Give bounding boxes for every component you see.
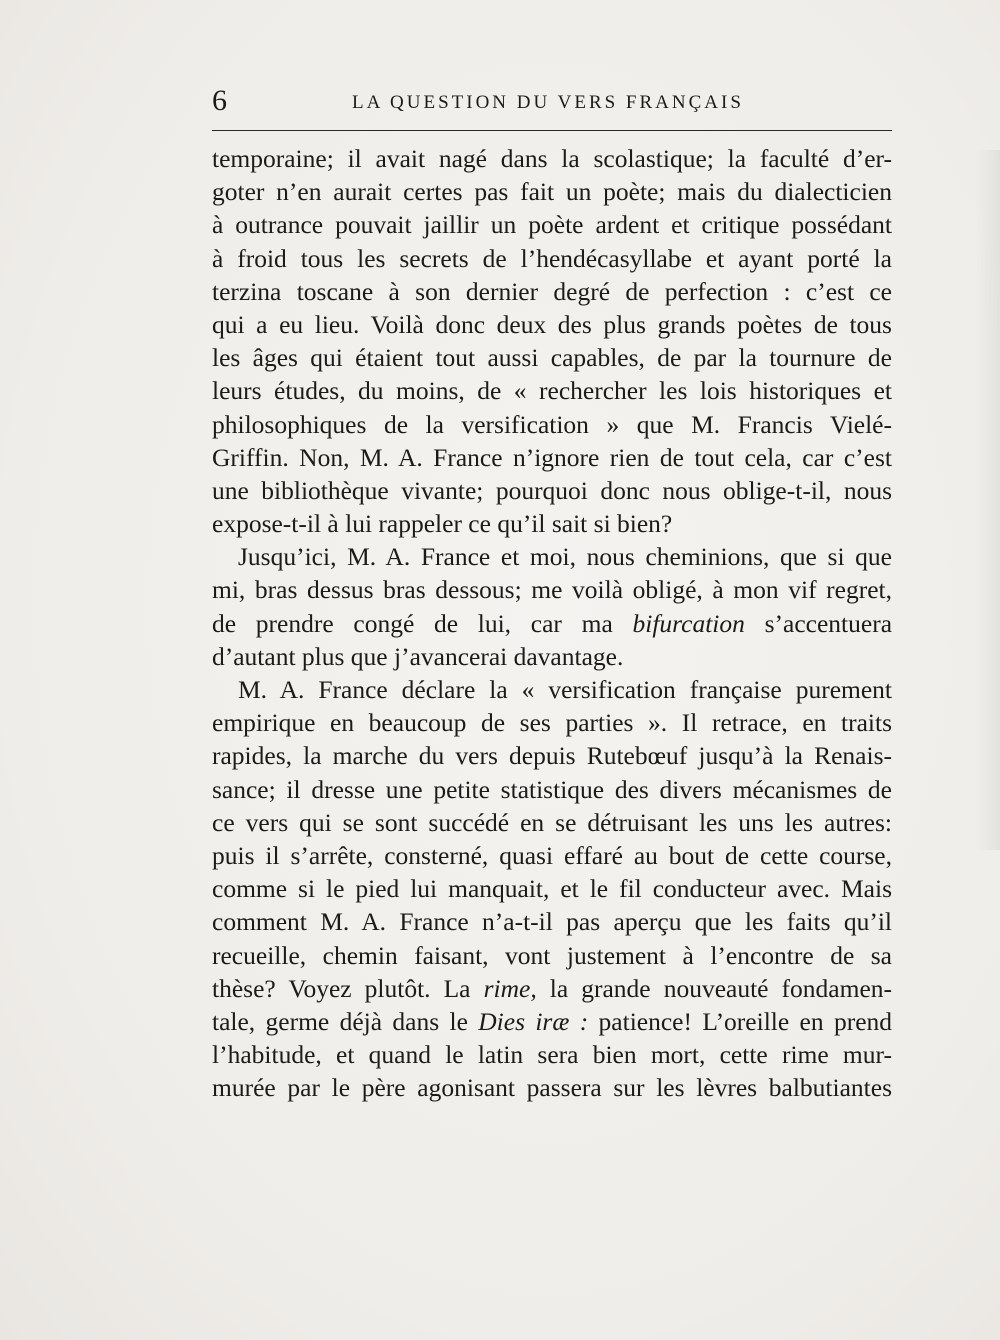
text-line: une bibliothèque vivante; pourquoi donc nous oblige-t-il, nous [212, 475, 892, 505]
page-header [212, 84, 892, 128]
text-line: les âges qui étaient tout aussi capables, de par la tournure de [212, 343, 892, 373]
text-segment: de prendre congé de lui, car ma [212, 608, 633, 638]
header-rule [212, 130, 892, 131]
text-line: leurs études, du moins, de « rechercher les lois historiques et [212, 376, 892, 406]
text-line: comment M. A. France n’a-t-il pas aperçu que les faits qu’il [212, 907, 892, 937]
text-line: M. A. France déclare la « versification française purement [238, 675, 892, 704]
body-text [212, 142, 892, 1104]
page-number: 6 [212, 84, 227, 117]
text-line: qui a eu lieu. Voilà donc deux des plus grands poètes de tous [212, 309, 892, 339]
text-line: l’habitude, et quand le latin sera bien mort, cette rime mur- [212, 1040, 892, 1070]
text-line: terzina toscane à son dernier degré de perfection : c’est ce [212, 276, 892, 306]
text-line [212, 1005, 892, 1038]
text-line: mi, bras dessus bras dessous; me voilà obligé, à mon vif regret, [212, 575, 892, 605]
text-line: puis il s’arrête, consterné, quasi effaré au bout de cette course, [212, 840, 892, 870]
italic-term-bifurcation: bifurcation [632, 608, 745, 638]
italic-term-dies-irae: Dies iræ : [478, 1006, 589, 1036]
text-line [212, 607, 892, 640]
text-line: philosophiques de la versification » que M. Francis Vielé- [212, 409, 892, 439]
text-segment: la grande nouveauté fondamen- [536, 973, 893, 1003]
text-line [212, 972, 892, 1005]
running-head: LA QUESTION DU VERS FRANÇAIS [352, 92, 744, 113]
text-segment: s’accentuera [744, 608, 893, 638]
page-edge-shadow [976, 150, 1000, 850]
text-line: goter n’en aurait certes pas fait un poète; mais du dialecticien [212, 177, 892, 207]
text-line: sance; il dresse une petite statistique des divers mécanismes de [212, 774, 892, 804]
text-segment: thèse? Voyez plutôt. La [212, 973, 484, 1003]
text-line: murée par le père agonisant passera sur les lèvres balbutiantes [212, 1073, 892, 1103]
text-line: ce vers qui se sont succédé en se détruisant les uns les autres: [212, 807, 892, 837]
text-line: empirique en beaucoup de ses parties ». Il retrace, en traits [212, 708, 892, 738]
text-segment: patience! L’oreille en prend [588, 1006, 893, 1036]
italic-term-rime: rime, [483, 973, 537, 1003]
text-line: d’autant plus que j’avancerai davantage. [212, 641, 624, 671]
text-segment: tale, germe déjà dans le [212, 1006, 479, 1036]
text-line: expose-t-il à lui rappeler ce qu’il sait si bien? [212, 509, 673, 539]
text-line: à outrance pouvait jaillir un poète ardent et critique possédant [212, 210, 892, 240]
text-line: comme si le pied lui manquait, et le fil conducteur avec. Mais [212, 874, 892, 904]
text-line: rapides, la marche du vers depuis Rutebœuf jusqu’à la Renais- [212, 741, 892, 771]
text-line: à froid tous les secrets de l’hendécasyllabe et ayant porté la [212, 243, 892, 273]
text-line: temporaine; il avait nagé dans la scolastique; la faculté d’er- [212, 144, 892, 173]
text-line: Jusqu’ici, M. A. France et moi, nous cheminions, que si que [238, 542, 892, 572]
text-line: Griffin. Non, M. A. France n’ignore rien de tout cela, car c’est [212, 442, 892, 472]
text-line: recueille, chemin faisant, vont justement à l’encontre de sa [212, 940, 892, 970]
